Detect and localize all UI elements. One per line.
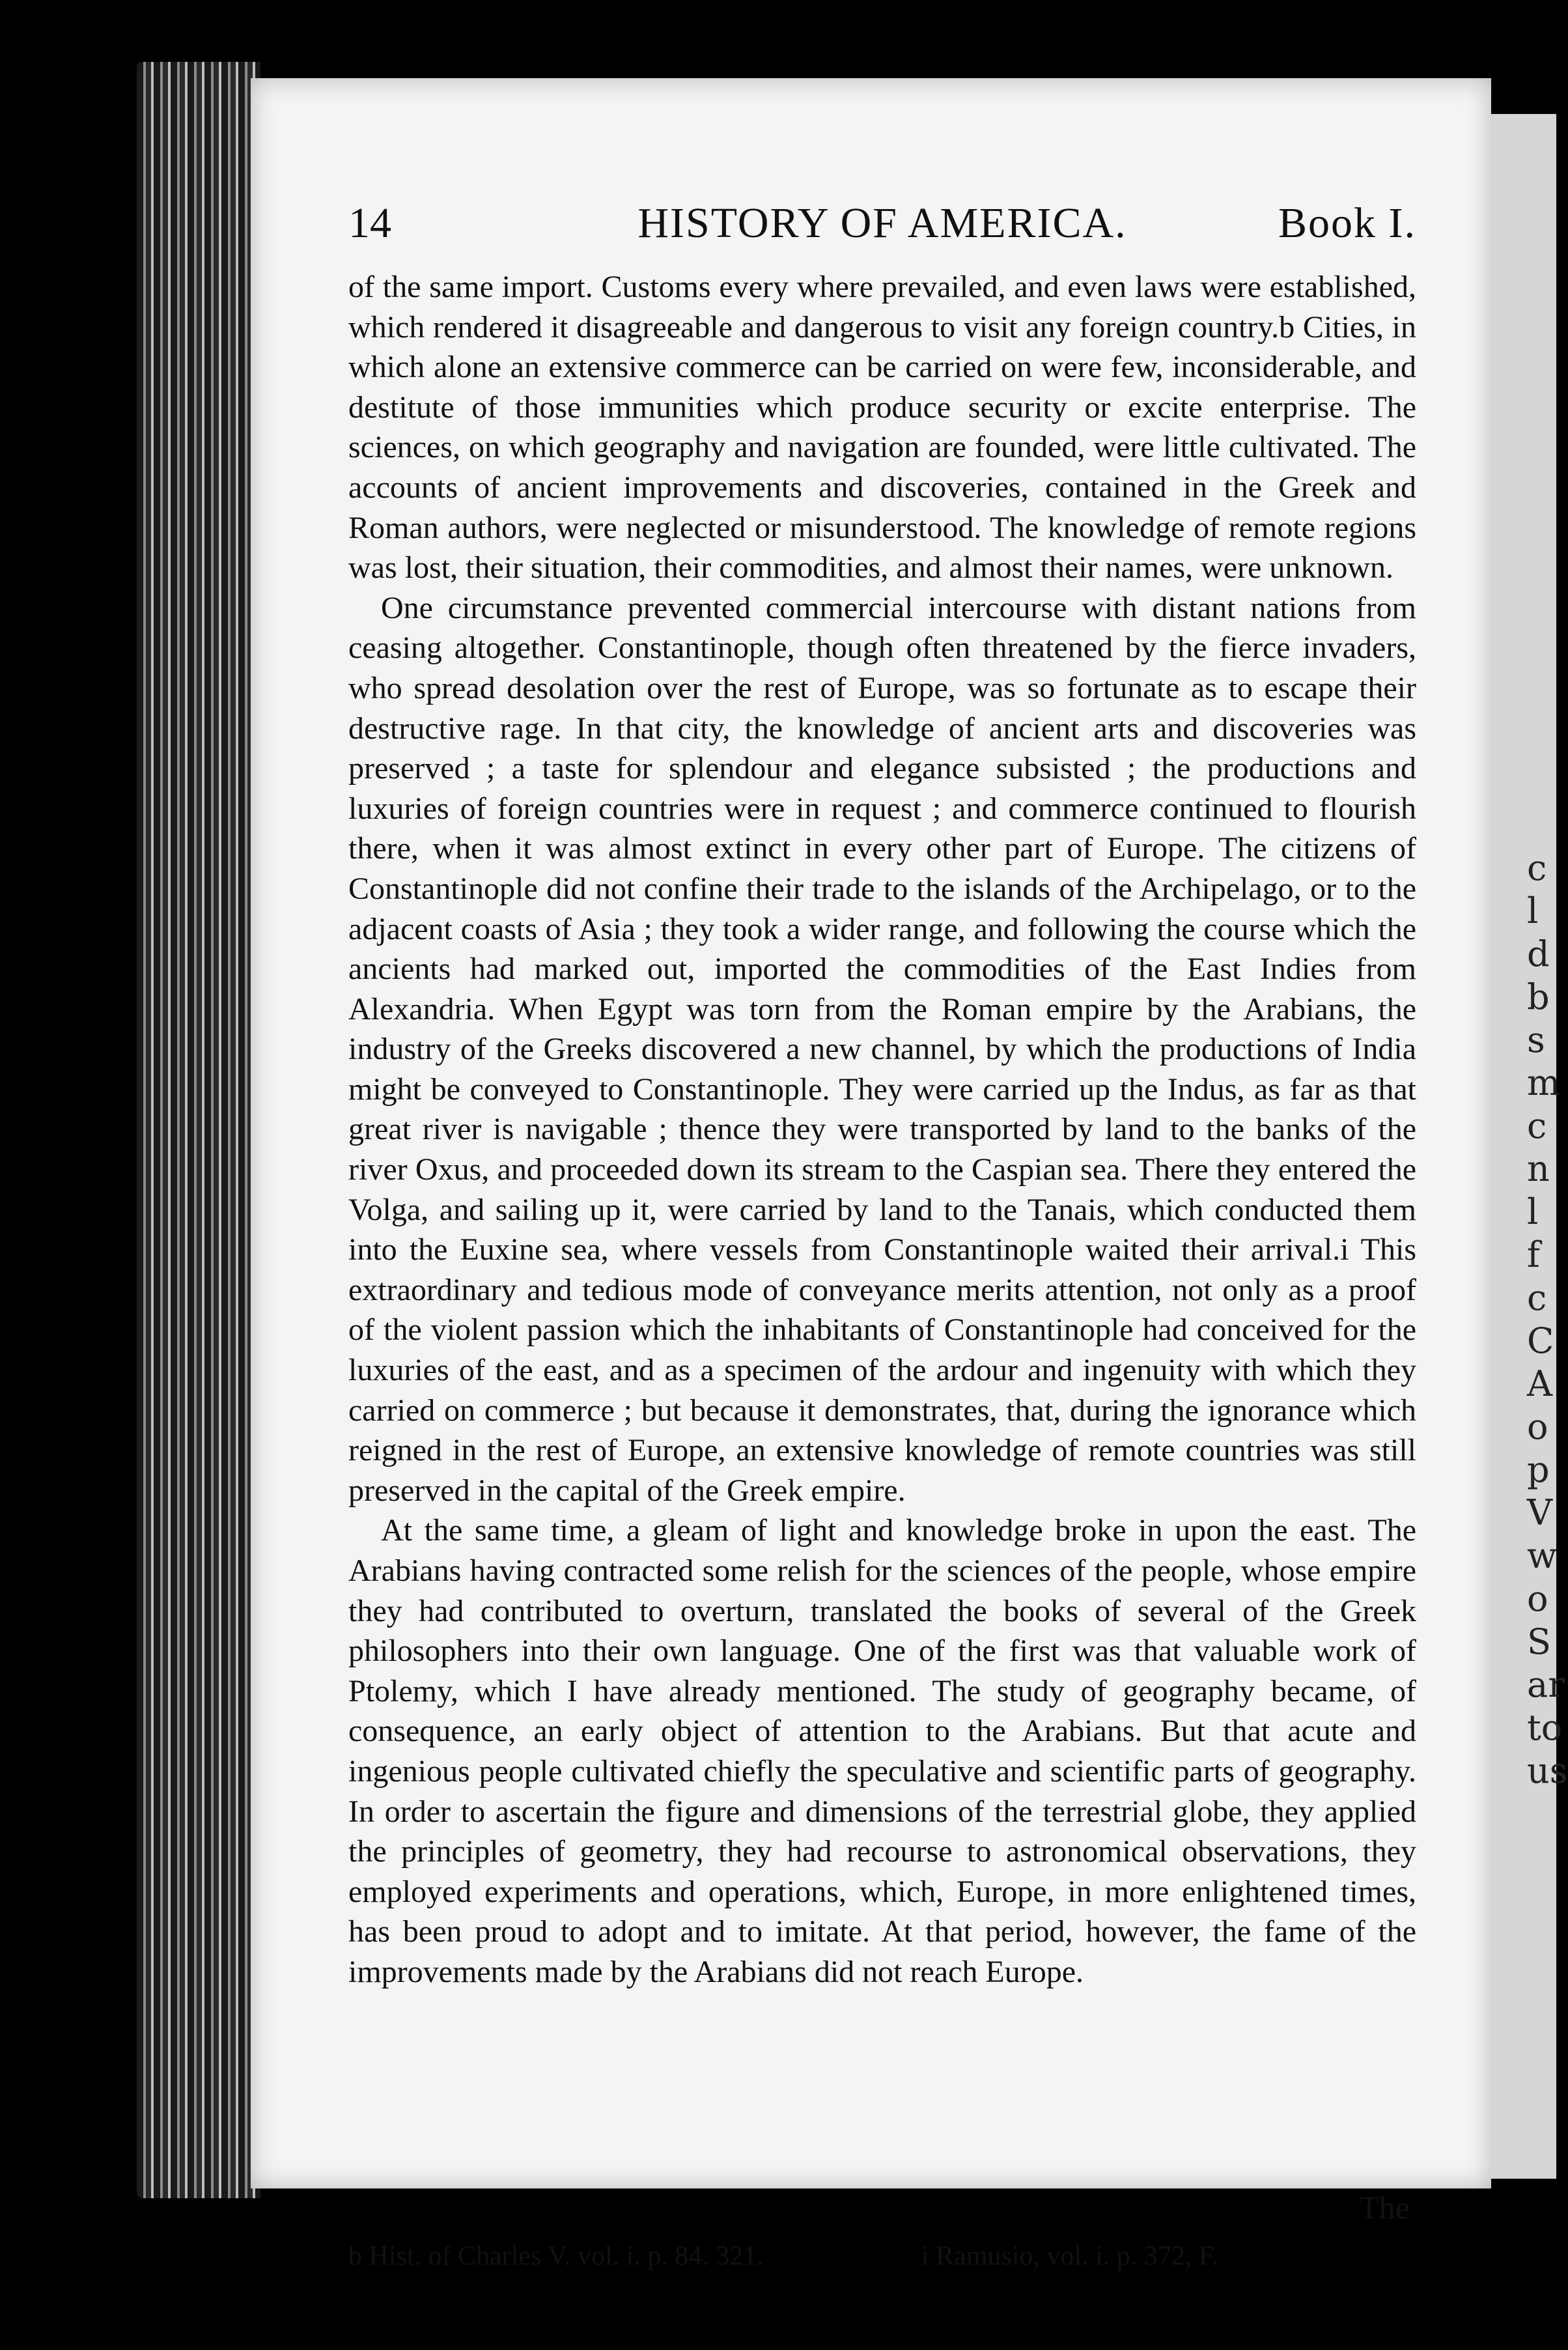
book-number: Book I.: [1278, 199, 1416, 247]
footnotes: [348, 2241, 1416, 2286]
facing-page-text: c l d b s m c n l f c C A o p V w o S ar to us: [1527, 847, 1568, 1791]
running-title: HISTORY OF AMERICA.: [637, 199, 1127, 247]
page-number: 14: [348, 199, 391, 247]
main-text: [348, 267, 1416, 1992]
preceding-pages-edge: [137, 62, 260, 2198]
footnote-i: i Ramusio, vol. i. p. 372, F.: [921, 2241, 1219, 2271]
footnote-b: b Hist. of Charles V. vol. i. p. 84. 321.: [348, 2241, 764, 2271]
running-header: [348, 199, 1416, 251]
paragraph-3: At the same time, a gleam of light and knowledge broke in upon the east. The Arabians having contracted some relish for the sciences of the people, whose empire they had contributed to overturn, translated the books of several of the Greek philosophers into their own language. One of the first was that valuable work of Ptolemy, which I have already mentioned. The study of geography became, of consequence, an early object of attention to the Arabians. But that acute and ingenious people cultivated chiefly the speculative and scientific parts of geography. In order to ascertain the figure and dimensions of the terrestrial globe, they applied the principles of geometry, they had recourse to astronomical observations, they employed experiments and operations, which, Europe, in more enlightened times, has been proud to adopt and to imitate. At that period, however, the fame of the improvements made by the Arabians did not reach Europe.: [348, 1513, 1416, 1989]
paragraph-1: of the same import. Customs every where prevailed, and even laws were established, which rendered it disagreeable and dangerous to visit any foreign country.b Cities, in which alone an extensive commerce can be carried on were few, inconsiderable, and destitute of those immunities which produce security or excite enterprise. The sciences, on which geography and navigation are founded, were little cultivated. The accounts of ancient improvements and discoveries, contained in the Greek and Roman authors, were neglected or misunderstood. The knowledge of remote regions was lost, their situation, their commodities, and almost their names, were unknown.: [348, 270, 1416, 586]
catchword: The: [1359, 2189, 1410, 2226]
book-page: [251, 78, 1491, 2271]
paragraph-2: One circumstance prevented commercial intercourse with distant nations from ceasing altogether. Constantinople, though often threatened by the fierce invaders, who spread desolation over the rest of Europe, was so fortunate as to escape their destructive rage. In that city, the knowledge of ancient arts and discoveries was preserved ; a taste for splendour and elegance subsisted ; the productions and luxuries of foreign countries were in request ; and commerce continued to flourish there, when it was almost extinct in every other part of Europe. The citizens of Constantinople did not confine their trade to the islands of the Archipelago, or to the adjacent coasts of Asia ; they took a wider range, and following the course which the ancients had marked out, imported the commodities of the East Indies from Alexandria. When Egypt was torn from the Roman empire by the Arabians, the industry of the Greeks discovered a new channel, by which the productions of India might be conveyed to Constantinople. They were carried up the Indus, as far as that great river is navigable ; thence they were transported by land to the banks of the river Oxus, and proceeded down its stream to the Caspian sea. There they entered the Volga, and sailing up it, were carried by land to the Tanais, which conducted them into the Euxine sea, where vessels from Constantinople waited their arrival.i This extraordinary and tedious mode of conveyance merits attention, not only as a proof of the violent passion which the inhabitants of Constantinople had conceived for the luxuries of the east, and as a specimen of the ardour and ingenuity with which they carried on commerce ; but because it demonstrates, that, during the ignorance which reigned in the rest of Europe, an extensive knowledge of remote countries was still preserved in the capital of the Greek empire.: [348, 590, 1416, 1508]
